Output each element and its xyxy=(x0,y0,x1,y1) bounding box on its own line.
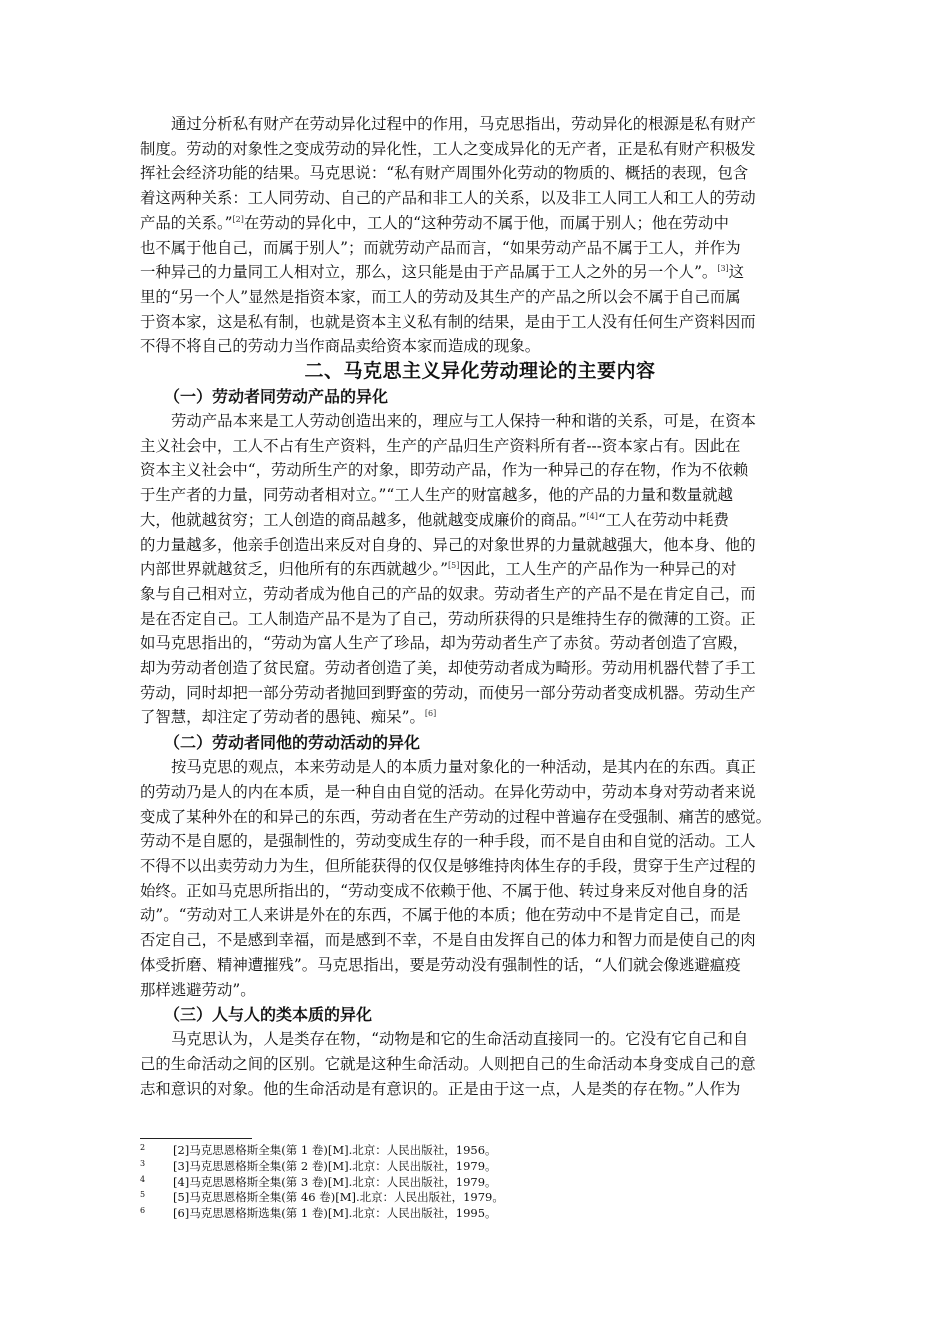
footnote-number: 2 xyxy=(140,1143,146,1152)
paragraph-labor-activity xyxy=(140,755,820,1002)
text-line: 动”。“劳动对工人来讲是外在的东西，不属于他的本质；他在劳动中不是肯定自己，而是 xyxy=(140,906,741,925)
footnote-text: [4]马克思恩格斯全集(第 3 卷)[M].北京：人民出版社，1979。 xyxy=(173,1174,497,1189)
text-line: 如马克思指出的，“劳动为富人生产了珍品，却为劳动者生产了赤贫。劳动者创造了宫殿， xyxy=(140,634,749,653)
text-line: 里的“另一个人”显然是指资本家，而工人的劳动及其生产的产品之所以会不属于自己而属 xyxy=(140,287,741,306)
footnote-text: [6]马克思恩格斯选集(第 1 卷)[M].北京：人民出版社，1995。 xyxy=(173,1206,497,1221)
text-line: 是在否定自己。工人制造产品不是为了自己，劳动所获得的只是维持生存的微薄的工资。正 xyxy=(140,609,756,628)
text-line: 体受折磨、精神遭摧残”。马克思指出，要是劳动没有强制性的话，“人们就会像逃避瘟疫 xyxy=(140,955,741,974)
text-line: 大，他就越贫穷；工人创造的商品越多，他就越变成廉价的商品。”[4]“工人在劳动中耗费 xyxy=(140,510,729,529)
footnotes xyxy=(140,1143,820,1222)
text-line: 制度。劳动的对象性之变成劳动的异化性，工人之变成异化的无产者，正是私有财产积极发 xyxy=(140,139,756,158)
text-line: 劳动，同时却把一部分劳动者抛回到野蛮的劳动，而使另一部分劳动者变成机器。劳动生产 xyxy=(140,683,756,702)
footnote-separator xyxy=(140,1138,252,1139)
text-line: 资本主义社会中“，劳动所生产的对象，即劳动产品，作为一种异己的存在物，作为不依赖 xyxy=(140,461,749,480)
section-heading: 二、马克思主义异化劳动理论的主要内容 xyxy=(304,360,656,383)
text-line: 也不属于他自己，而属于别人”；而就劳动产品而言，“如果劳动产品不属于工人，并作为 xyxy=(140,238,741,257)
footnote-item xyxy=(140,1206,820,1222)
citation-ref[interactable]: [4] xyxy=(586,511,598,521)
paragraph-labor-product xyxy=(140,409,820,730)
footnote-text: [3]马克思恩格斯全集(第 2 卷)[M].北京：人民出版社，1979。 xyxy=(173,1158,497,1173)
text-line: 按马克思的观点，本来劳动是人的本质力量对象化的一种活动，是其内在的东西。真正 xyxy=(171,758,756,777)
text-line: 不得不将自己的劳动力当作商品卖给资本家而造成的现象。 xyxy=(140,337,541,356)
text-line: 主义社会中，工人不占有生产资料，生产的产品归生产资料所有者---资本家占有。因此在 xyxy=(140,436,741,455)
paragraph-species-essence xyxy=(140,1027,820,1101)
footnote-item xyxy=(140,1159,820,1175)
text-line: 通过分析私有财产在劳动异化过程中的作用，马克思指出，劳动异化的根源是私有财产 xyxy=(171,115,756,133)
subsection-heading-labor-activity: （二）劳动者同他的劳动活动的异化 xyxy=(164,733,421,753)
footnote-number: 3 xyxy=(140,1158,146,1168)
text-line: 劳动不是自愿的，是强制性的，劳动变成生存的一种手段，而不是自由和自觉的活动。工人 xyxy=(140,832,756,851)
text-line: 产品的关系。”[2]在劳动的异化中，工人的“这种劳动不属于他，而属于别人；他在劳动中 xyxy=(140,213,729,232)
text-line: 象与自己相对立，劳动者成为他自己的产品的奴隶。劳动者生产的产品不是在肯定自己，而 xyxy=(140,584,756,603)
footnote-item xyxy=(140,1143,820,1159)
text-line: 的劳动乃是人的内在本质，是一种自由自觉的活动。在异化劳动中，劳动本身对劳动者来说 xyxy=(140,782,756,801)
text-line: 变成了某种外在的和异己的东西，劳动者在生产劳动的过程中普遍存在受强制、痛苦的感觉。 xyxy=(140,807,772,826)
footnote-number: 5 xyxy=(140,1190,146,1200)
footnote-number: 4 xyxy=(140,1174,146,1184)
text-line: 于资本家，这是私有制，也就是资本主义私有制的结果，是由于工人没有任何生产资料因而 xyxy=(140,312,756,331)
subsection-heading-species-essence: （三）人与人的类本质的异化 xyxy=(164,1005,373,1025)
citation-ref[interactable]: [2] xyxy=(232,214,244,224)
text-line: 内部世界就越贫乏，归他所有的东西就越少。”[5]因此，工人生产的产品作为一种异己的对 xyxy=(140,560,737,579)
text-line: 否定自己，不是感到幸福，而是感到不幸，不是自由发挥自己的体力和智力而是使自己的肉 xyxy=(140,931,756,950)
citation-ref[interactable]: [6] xyxy=(424,709,437,719)
text-line: 那样逃避劳动”。 xyxy=(140,980,256,999)
footnote-text: [2]马克思恩格斯全集(第 1 卷)[M].北京：人民出版社，1956。 xyxy=(173,1143,497,1157)
text-line: 己的生命活动之间的区别。它就是这种生命活动。人则把自己的生命活动本身变成自己的意 xyxy=(140,1054,756,1073)
citation-ref[interactable]: [3] xyxy=(717,264,729,274)
text-line: 着这两种关系：工人同劳动、自己的产品和非工人的关系，以及非工人同工人和工人的劳动 xyxy=(140,189,756,208)
text-line: 一种异己的力量同工人相对立，那么，这只能是由于产品属于工人之外的另一个人”。[3]这 xyxy=(140,263,745,282)
text-line: 于生产者的力量，同劳动者相对立。”“工人生产的财富越多，他的产品的力量和数量就越 xyxy=(140,486,733,505)
document-page xyxy=(140,112,820,1101)
text-line: 不得不以出卖劳动力为生，但所能获得的仅仅是够维持肉体生存的手段，贯穿于生产过程的 xyxy=(140,856,756,875)
footnote-number: 6 xyxy=(140,1206,146,1216)
text-line: 了智慧，却注定了劳动者的愚钝、痴呆”。[6] xyxy=(140,708,437,727)
citation-ref[interactable]: [5] xyxy=(447,561,460,571)
text-line: 却为劳动者创造了贫民窟。劳动者创造了美，却使劳动者成为畸形。劳动用机器代替了手工 xyxy=(140,659,756,678)
text-line: 马克思认为，人是类存在物，“动物是和它的生命活动直接同一的。它没有它自己和自 xyxy=(171,1030,749,1049)
text-line: 志和意识的对象。他的生命活动是有意识的。正是由于这一点，人是类的存在物。”人作为 xyxy=(140,1079,741,1098)
footnote-item xyxy=(140,1175,820,1191)
footnote-text: [5]马克思恩格斯全集(第 46 卷)[M].北京：人民出版社，1979。 xyxy=(173,1190,504,1205)
text-line: 的力量越多，他亲手创造出来反对自身的、异己的对象世界的力量就越强大，他本身、他的 xyxy=(140,535,756,554)
text-line: 始终。正如马克思所指出的，“劳动变成不依赖于他、不属于他、转过身来反对他自身的活 xyxy=(140,881,749,900)
paragraph-private-property xyxy=(140,112,820,359)
text-line: 挥社会经济功能的结果。马克思说：“私有财产周围外化劳动的物质的、概括的表现，包含 xyxy=(140,164,749,183)
subsection-heading-labor-product: （一）劳动者同劳动产品的异化 xyxy=(164,387,389,407)
footnote-item xyxy=(140,1190,820,1206)
text-line: 劳动产品本来是工人劳动创造出来的，理应与工人保持一种和谐的关系，可是，在资本 xyxy=(171,412,756,431)
